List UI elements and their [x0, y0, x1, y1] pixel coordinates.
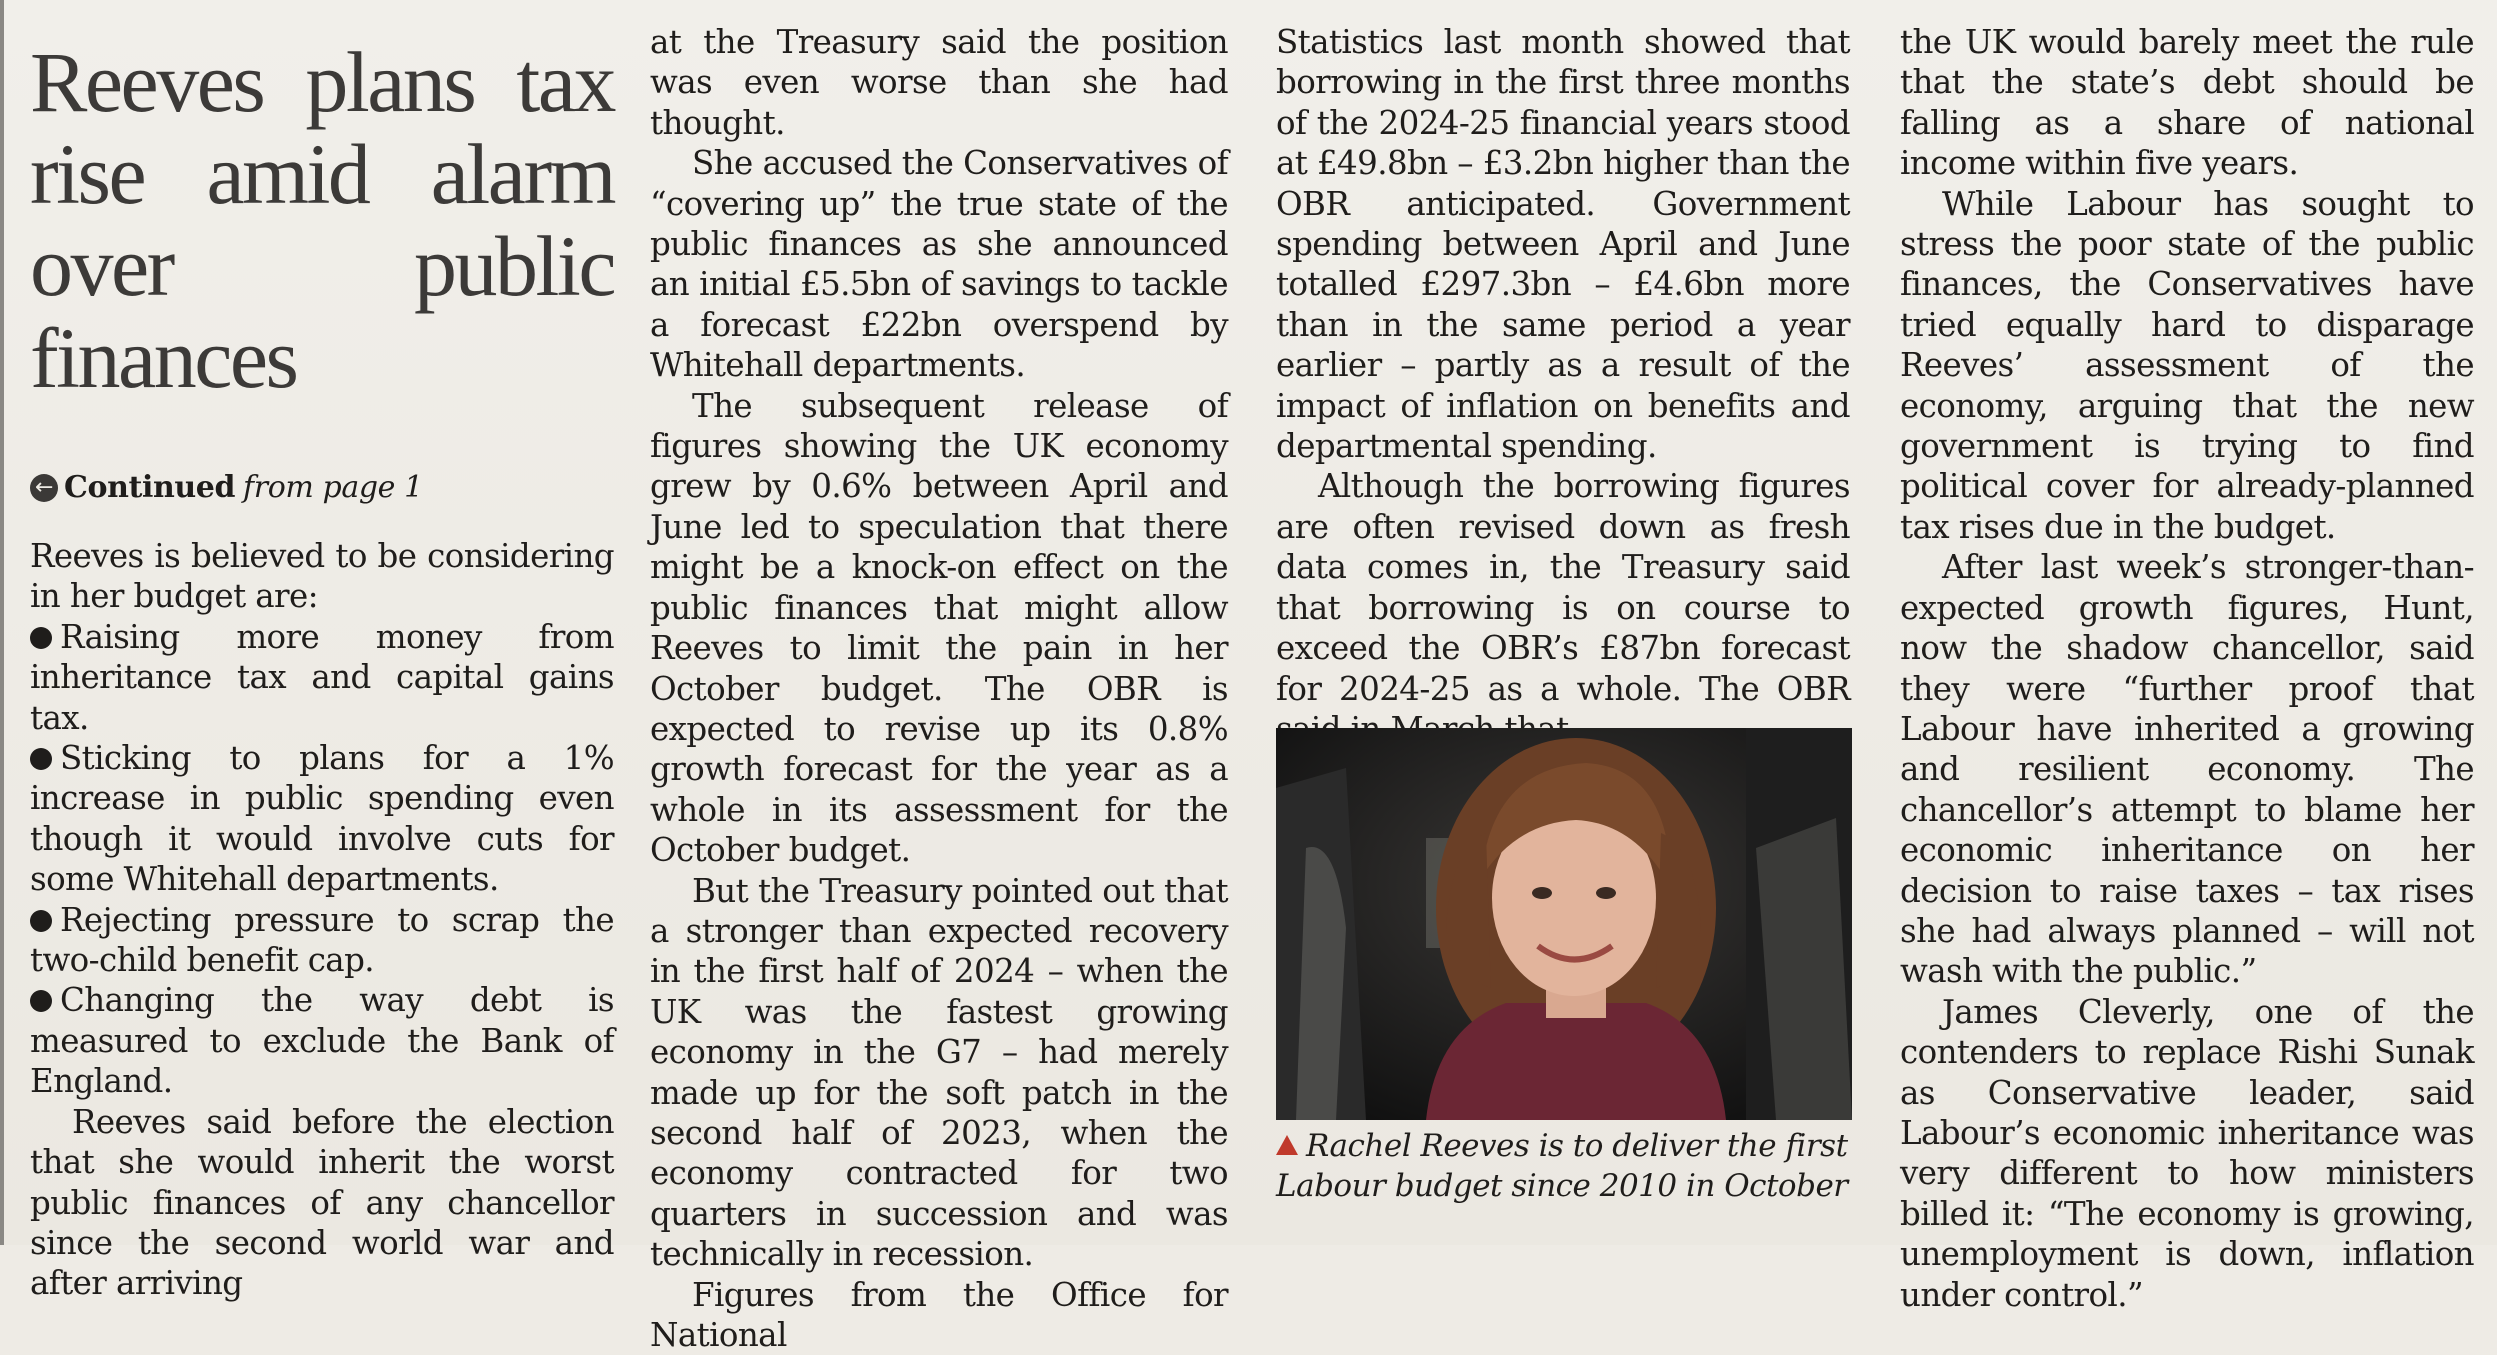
scan-edge-line: [0, 0, 4, 1245]
bullet-text: Raising more money from inheritance tax and capital gains tax.: [30, 617, 614, 737]
column-3: [1276, 22, 1850, 749]
col1-paragraph: Reeves said before the election that she would inherit the worst public finances of any chancellor since the second world war and after arriving: [30, 1102, 614, 1303]
continued-from-page: from page 1: [243, 470, 423, 505]
col4-paragraph-3: After last week’s stronger-than-expected growth figures, Hunt, now the shadow chancellor, said they were “further proof that Labour have inherited a growing and resilient economy. The chancellor’s attempt to blame her economic inheritance on her decision to raise taxes – tax rises she had always planned – will not wash with the public.”: [1900, 548, 2474, 991]
caption-marker-icon: [1276, 1135, 1298, 1155]
bullet-icon: [30, 748, 52, 770]
col1-body: [30, 536, 614, 1304]
bullet-text: Rejecting pressure to scrap the two-child benefit cap.: [30, 900, 614, 980]
col4-paragraph-4: James Cleverly, one of the contenders to replace Rishi Sunak as Conservative leader, said Labour’s economic inheritance was very different to how ministers billed it: “The economy is growing, unemployment is down, inflation under control.”: [1900, 992, 2474, 1314]
col2-paragraph-3: The subsequent release of figures showing the UK economy grew by 0.6% between April and June led to speculation that there might be a knock-on effect on the public finances that might allow Reeves to limit the pain in her October budget. The OBR is expected to revise up its 0.8% growth forecast for the year as a whole in its assessment for the October budget.: [650, 386, 1228, 870]
column-4: [1900, 22, 2474, 1315]
bullet-icon: [30, 627, 52, 649]
column-1: [30, 36, 614, 1304]
back-arrow-icon: ←: [30, 474, 58, 502]
col4-paragraph-1: the UK would barely meet the rule that the state’s debt should be falling as a share of national income within five years.: [1900, 23, 2474, 183]
caption-text: Rachel Reeves is to deliver the first Labour budget since 2010 in October: [1276, 1128, 1848, 1204]
photo-caption: [1276, 1126, 1866, 1206]
col3-paragraph-2: Although the borrowing figures are often revised down as fresh data comes in, the Treasury said that borrowing is on course to exceed the OBR’s £87bn forecast for 2024-25 as a whole. The OBR: [1276, 467, 1850, 708]
col1-intro: Reeves is believed to be considering in her budget are:: [30, 537, 614, 616]
bullet-item: [30, 617, 614, 738]
bullet-item: [30, 738, 614, 900]
col2-paragraph-2: She accused the Conservatives of “covering up” the true state of the public finances as she announced an initial £5.5bn of savings to tackle a forecast £22bn overspend by Whitehall departments.: [650, 144, 1228, 385]
rachel-reeves-photo: [1276, 728, 1852, 1120]
bullet-item: [30, 900, 614, 981]
column-2: [650, 22, 1228, 1355]
bullet-text: Sticking to plans for a 1% increase in public spending even though it would involve cuts for some Whitehall departments.: [30, 739, 614, 899]
col4-paragraph-2: While Labour has sought to stress the poor state of the public finances, the Conservatives have tried equally hard to disparage Reeves’ assessment of the economy, arguing that the new government is trying to find political cover for already-planned tax rises due in the budget.: [1900, 184, 2474, 546]
col2-paragraph-1: at the Treasury said the position was even worse than she had thought.: [650, 23, 1228, 142]
continued-from-line: [30, 468, 614, 508]
portrait-illustration: [1276, 728, 1852, 1120]
bullet-icon: [30, 910, 52, 932]
col3-paragraph-1: Statistics last month showed that borrowing in the first three months of the 2024-25 financial years stood at £49.8bn – £3.2bn higher than the OBR anticipated. Government spending between April and June totalled £297.3bn – £4.6bn more than in the same period a year earlier – partly as a result of the impact of inflation on benefits and departmental spending.: [1276, 23, 1850, 466]
col2-paragraph-4: But the Treasury pointed out that a stronger than expected recovery in the first half of 2024 – when the UK was the fastest growing economy in the G7 – had merely made up for the soft patch in the second half of 2023, when the economy contracted for two quarters in succession and was technically in recession.: [650, 871, 1228, 1274]
bullet-icon: [30, 990, 52, 1012]
headline: Reeves plans tax rise amid alarm over public finances: [30, 34, 614, 406]
bullet-item: [30, 980, 614, 1101]
col2-paragraph-5: Figures from the Office for National: [650, 1275, 1228, 1354]
continued-label: Continued: [64, 470, 236, 505]
bullet-text: Changing the way debt is measured to exclude the Bank of England.: [30, 981, 614, 1101]
